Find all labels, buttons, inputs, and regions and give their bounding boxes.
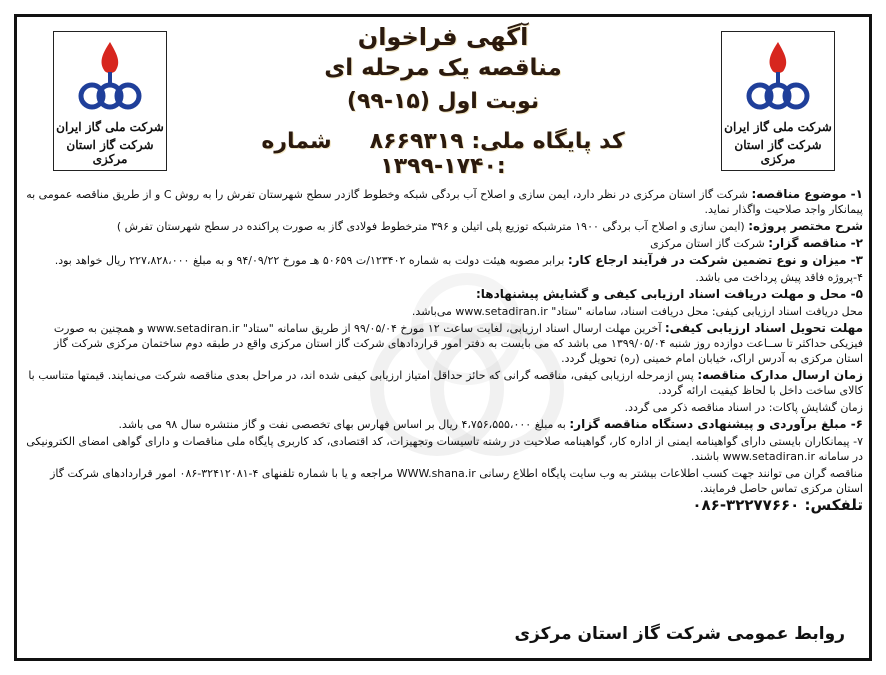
notice-title: آگهی فراخوان — [357, 23, 529, 51]
deadline-label: مهلت تحویل اسناد ارزیابی کیفی: — [664, 321, 863, 335]
project-description-text: (ایمن سازی و اصلاح آب بردگی ۱۹۰۰ مترشبکه توزیع پلی اتیلن و ۳۹۶ مترخطوط فولادی گاز به صورت پراکنده در سطح شهرستان تفرش ) — [116, 220, 745, 233]
submission-time-label: زمان ارسال مدارک مناقصه: — [697, 368, 863, 382]
opening-time-paragraph: زمان گشایش پاکات: در اسناد مناقصه ذکر می گردد. — [624, 401, 863, 414]
submission-time-text: پس ازمرحله ارزیابی کیفی، مناقصه گرانی که حائز حداقل امتیاز ارزیابی کیفی شده اند، در مراحل بعدی مناقصه شرکت می‌نمایند. قیمتها متناسب با کالای ساخت داخل با لحاظ کیفیت ارائه گردد. — [28, 369, 863, 397]
prepayment-paragraph: ۴-پروژه فاقد پیش پرداخت می باشد. — [695, 271, 863, 284]
logo-province-name: شرکت گاز استان مرکزی — [734, 138, 822, 166]
estimate-label: ۶- مبلغ برآوردی و پیشنهادی دستگاه مناقصه گزار: — [569, 417, 863, 431]
tender-type-title: مناقصه یک مرحله ای — [324, 55, 562, 81]
info-paragraph: مناقصه گران می توانند جهت کسب اطلاعات بیشتر به وب سایت پایگاه اطلاع رسانی WWW.shana.ir مراجعه و یا با شماره تلفنهای ۴-۳۲۴۱۲۰۸۱-۰۸۶ امور قراردادهای شرکت گاز استان مرکزی تماس حاصل فرمایند. — [50, 467, 863, 495]
notice-body — [25, 187, 863, 515]
deadline-text: آخرین مهلت ارسال اسناد ارزیابی، لغایت ساعت ۱۲ مورخ ۹۹/۰۵/۰۴ از طریق سامانه "ستاد" www.setadiran.ir و همچنین به صورت فیزیکی حداکثر تا ســاعت دوازده روز شنبه ۱۳۹۹/۰۵/۰۴ می باشد که می بایست به دفتر امور قراردادهای شرکت گاز استان مرکزی واقع در طبقه دوم ساختمان مرکزی شرکت گاز استان مرکزی به آدرس اراک، خیابان امام خمینی (ره) تحویل گردد. — [53, 322, 863, 365]
guarantee-text: برابر مصوبه هیئت دولت به شماره ۱۲۳۴۰۲/ت ۵۰۶۵۹ هـ مورخ ۹۴/۰۹/۲۲ و به مبلغ ۲۲۷،۸۲۸،۰۰۰ ریال خواهد بود. — [54, 254, 565, 267]
notice-number-label: شماره :۱۷۴۰-۱۳۹۹ — [261, 129, 506, 179]
guarantee-paragraph — [25, 253, 863, 268]
company-logo-right — [721, 31, 835, 171]
subject-label: ۱- موضوع مناقصه: — [751, 187, 863, 201]
nigc-emblem-icon — [71, 38, 149, 118]
code-line — [217, 129, 669, 179]
documents-section-paragraph — [25, 287, 863, 302]
subject-text: شرکت گاز استان مرکزی در نظر دارد، ایمن سازی و اصلاح آب بردگی شبکه وخطوط گازدر سطح شهرستان تفرش را به روش C و از طریق مناقصه عمومی به پیمانکار واجد صلاحیت واگذار نماید. — [26, 188, 863, 216]
subject-paragraph — [25, 187, 863, 217]
national-code-label: کد پایگاه ملی: ۸۶۶۹۳۱۹ — [369, 129, 625, 154]
submission-time-paragraph — [25, 368, 863, 398]
notice-frame — [14, 14, 872, 661]
deadline-paragraph — [25, 321, 863, 366]
guarantee-label: ۳- میزان و نوع تضمین شرکت در فرآیند ارجاع کار: — [567, 253, 863, 267]
documents-section-label: ۵- محل و مهلت دریافت اسناد ارزیابی کیفی و گشایش پیشنهادها: — [476, 287, 863, 301]
round-title: نوبت اول (۱۵-۹۹) — [346, 89, 540, 114]
project-description-label: شرح مختصر پروژه: — [748, 219, 863, 233]
notice-header — [17, 17, 869, 185]
requirements-paragraph: ۷- پیمانکاران بایستی دارای گواهینامه ایمنی از اداره کار، گواهینامه صلاحیت در رشته تاسیسات وتجهیزات، کد اقتصادی، کد کاربری پایگاه ملی مناقصات و دارای گواهی امضای الکترونیکی در سامانه www.setadiran.ir باشند. — [26, 435, 863, 463]
logo-province-name: شرکت گاز استان مرکزی — [66, 138, 154, 166]
tender-holder-text: شرکت گاز استان مرکزی — [650, 237, 765, 250]
logo-company-name: شرکت ملی گاز ایران — [724, 120, 832, 134]
company-logo-left — [53, 31, 167, 171]
project-description-paragraph — [25, 219, 863, 234]
logo-company-name: شرکت ملی گاز ایران — [56, 120, 164, 134]
tender-holder-paragraph — [25, 236, 863, 251]
nigc-emblem-icon — [739, 38, 817, 118]
estimate-paragraph — [25, 417, 863, 432]
telefax-line: تلفکس: ۳۲۲۷۷۶۶۰-۰۸۶ — [692, 496, 863, 514]
tender-holder-label: ۲- مناقصه گزار: — [768, 236, 863, 250]
estimate-text: به مبلغ ۴،۷۵۶،۵۵۵،۰۰۰ ریال بر اساس فهارس بهای تخصصی نفت و گاز منتشره سال ۹۸ می باشد. — [118, 418, 566, 431]
documents-location-paragraph: محل دریافت اسناد ارزیابی کیفی: محل دریافت اسناد، سامانه "ستاد" www.setadiran.ir می‌باشد. — [411, 305, 863, 318]
public-relations-signature: روابط عمومی شرکت گاز استان مرکزی — [514, 624, 845, 644]
